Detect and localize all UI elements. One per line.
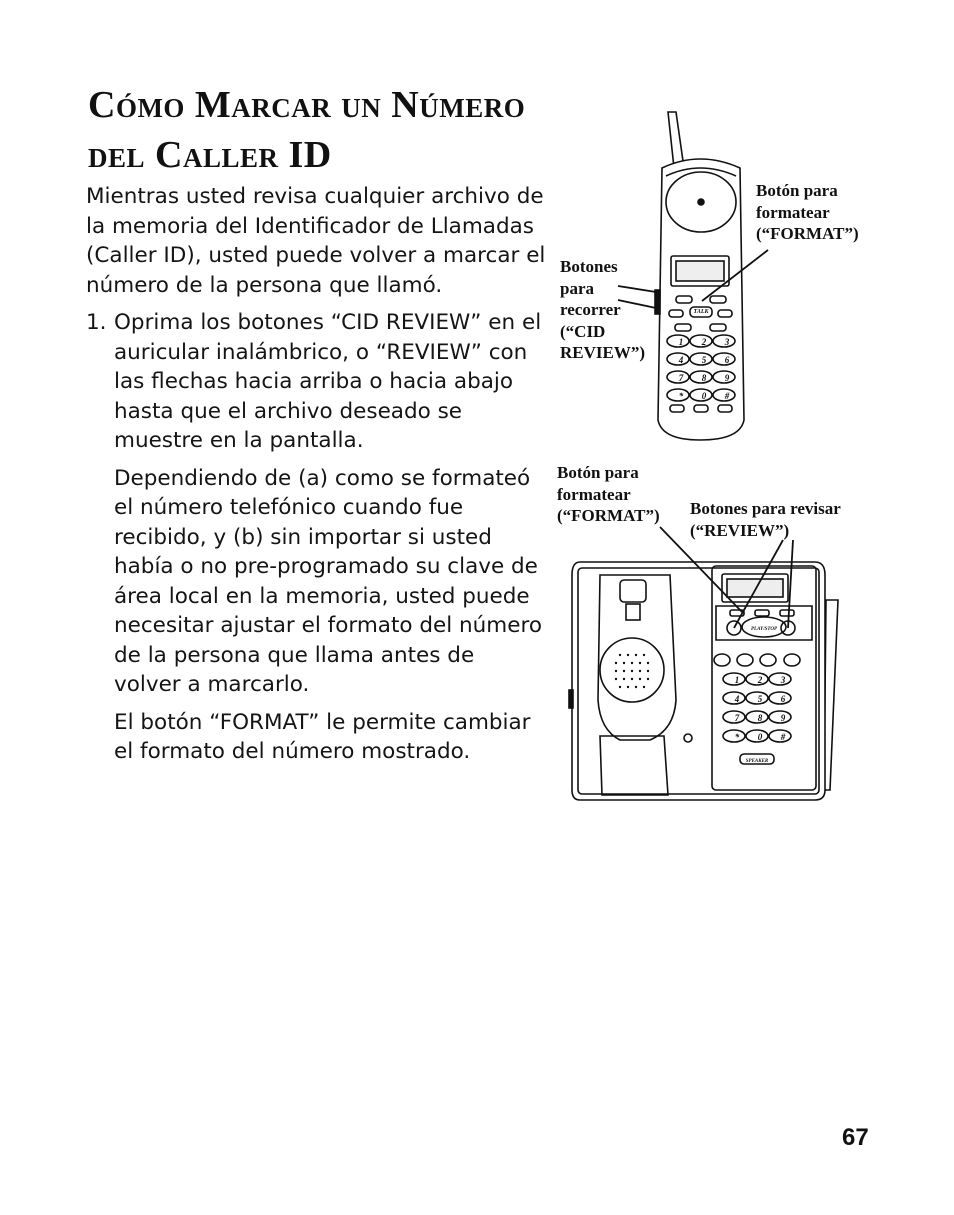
handset-key-4: 4 — [678, 355, 684, 365]
base-key-5: 5 — [757, 694, 763, 704]
base-key-7: 7 — [734, 713, 740, 723]
handset-key-1: 1 — [678, 337, 684, 347]
base-key-hash: # — [780, 732, 786, 742]
page-number: 67 — [842, 1124, 869, 1151]
base-key-3: 3 — [780, 675, 786, 685]
intro-paragraph: Mientras usted revisa cualquier archivo de la memoria del Identificador de Llamadas (Caller ID), usted puede volver a marcar el número de la persona que llamó. — [86, 184, 546, 298]
handset-key-star: * — [678, 391, 684, 401]
base-key-star: * — [734, 732, 740, 742]
handset-key-6: 6 — [724, 355, 730, 365]
base-key-2: 2 — [757, 675, 763, 685]
base-key-6: 6 — [780, 694, 786, 704]
title-line-1: Cómo Marcar un Número — [88, 84, 526, 126]
handset-key-9: 9 — [724, 373, 730, 383]
base-key-9: 9 — [780, 713, 786, 723]
title-line-2: del Caller ID — [88, 134, 332, 176]
handset-key-2: 2 — [701, 337, 707, 347]
base-speaker-label: SPEAKER — [745, 759, 769, 764]
base-key-1: 1 — [734, 675, 740, 685]
handset-key-5: 5 — [701, 355, 707, 365]
handset-talk-label: TALK — [693, 309, 709, 315]
step-1-paragraph-2: Dependiendo de (a) como se formateó el número telefónico cuando fue recibido, y (b) sin importar si usted había o no pre-programado su clave de área local en la memoria, usted puede necesitar ajustar el formato del número de la persona que llama antes de volver a marcarlo. — [114, 465, 542, 697]
handset-key-0: 0 — [701, 391, 707, 401]
handset-format-callout: Botón para formatear (“FORMAT”) — [756, 181, 859, 243]
step-number: 1. — [86, 310, 107, 335]
handset-key-hash: # — [724, 391, 730, 401]
handset-key-7: 7 — [678, 373, 684, 383]
step-1-text: Oprima los botones “CID REVIEW” en el auricular inalámbrico, o “REVIEW” con las flechas hacia arriba o hacia abajo hasta que el archivo deseado se muestre en la pantalla. — [114, 310, 542, 453]
handset-illustration — [655, 112, 744, 440]
base-play-stop-label: PLAY/STOP — [750, 627, 778, 632]
base-key-0: 0 — [757, 732, 763, 742]
base-review-callout: Botones para revisar (“REVIEW”) — [690, 499, 841, 540]
base-key-4: 4 — [734, 694, 740, 704]
step-1-paragraph-3: El botón “FORMAT” le permite cambiar el formato del número mostrado. — [114, 709, 531, 764]
handset-key-8: 8 — [701, 373, 707, 383]
base-format-callout: Botón para formatear (“FORMAT”) — [557, 463, 660, 525]
base-illustration — [569, 562, 838, 800]
handset-cid-review-callout: Botones para recorrer (“CID REVIEW”) — [560, 257, 646, 362]
handset-key-3: 3 — [724, 337, 730, 347]
base-key-8: 8 — [757, 713, 763, 723]
